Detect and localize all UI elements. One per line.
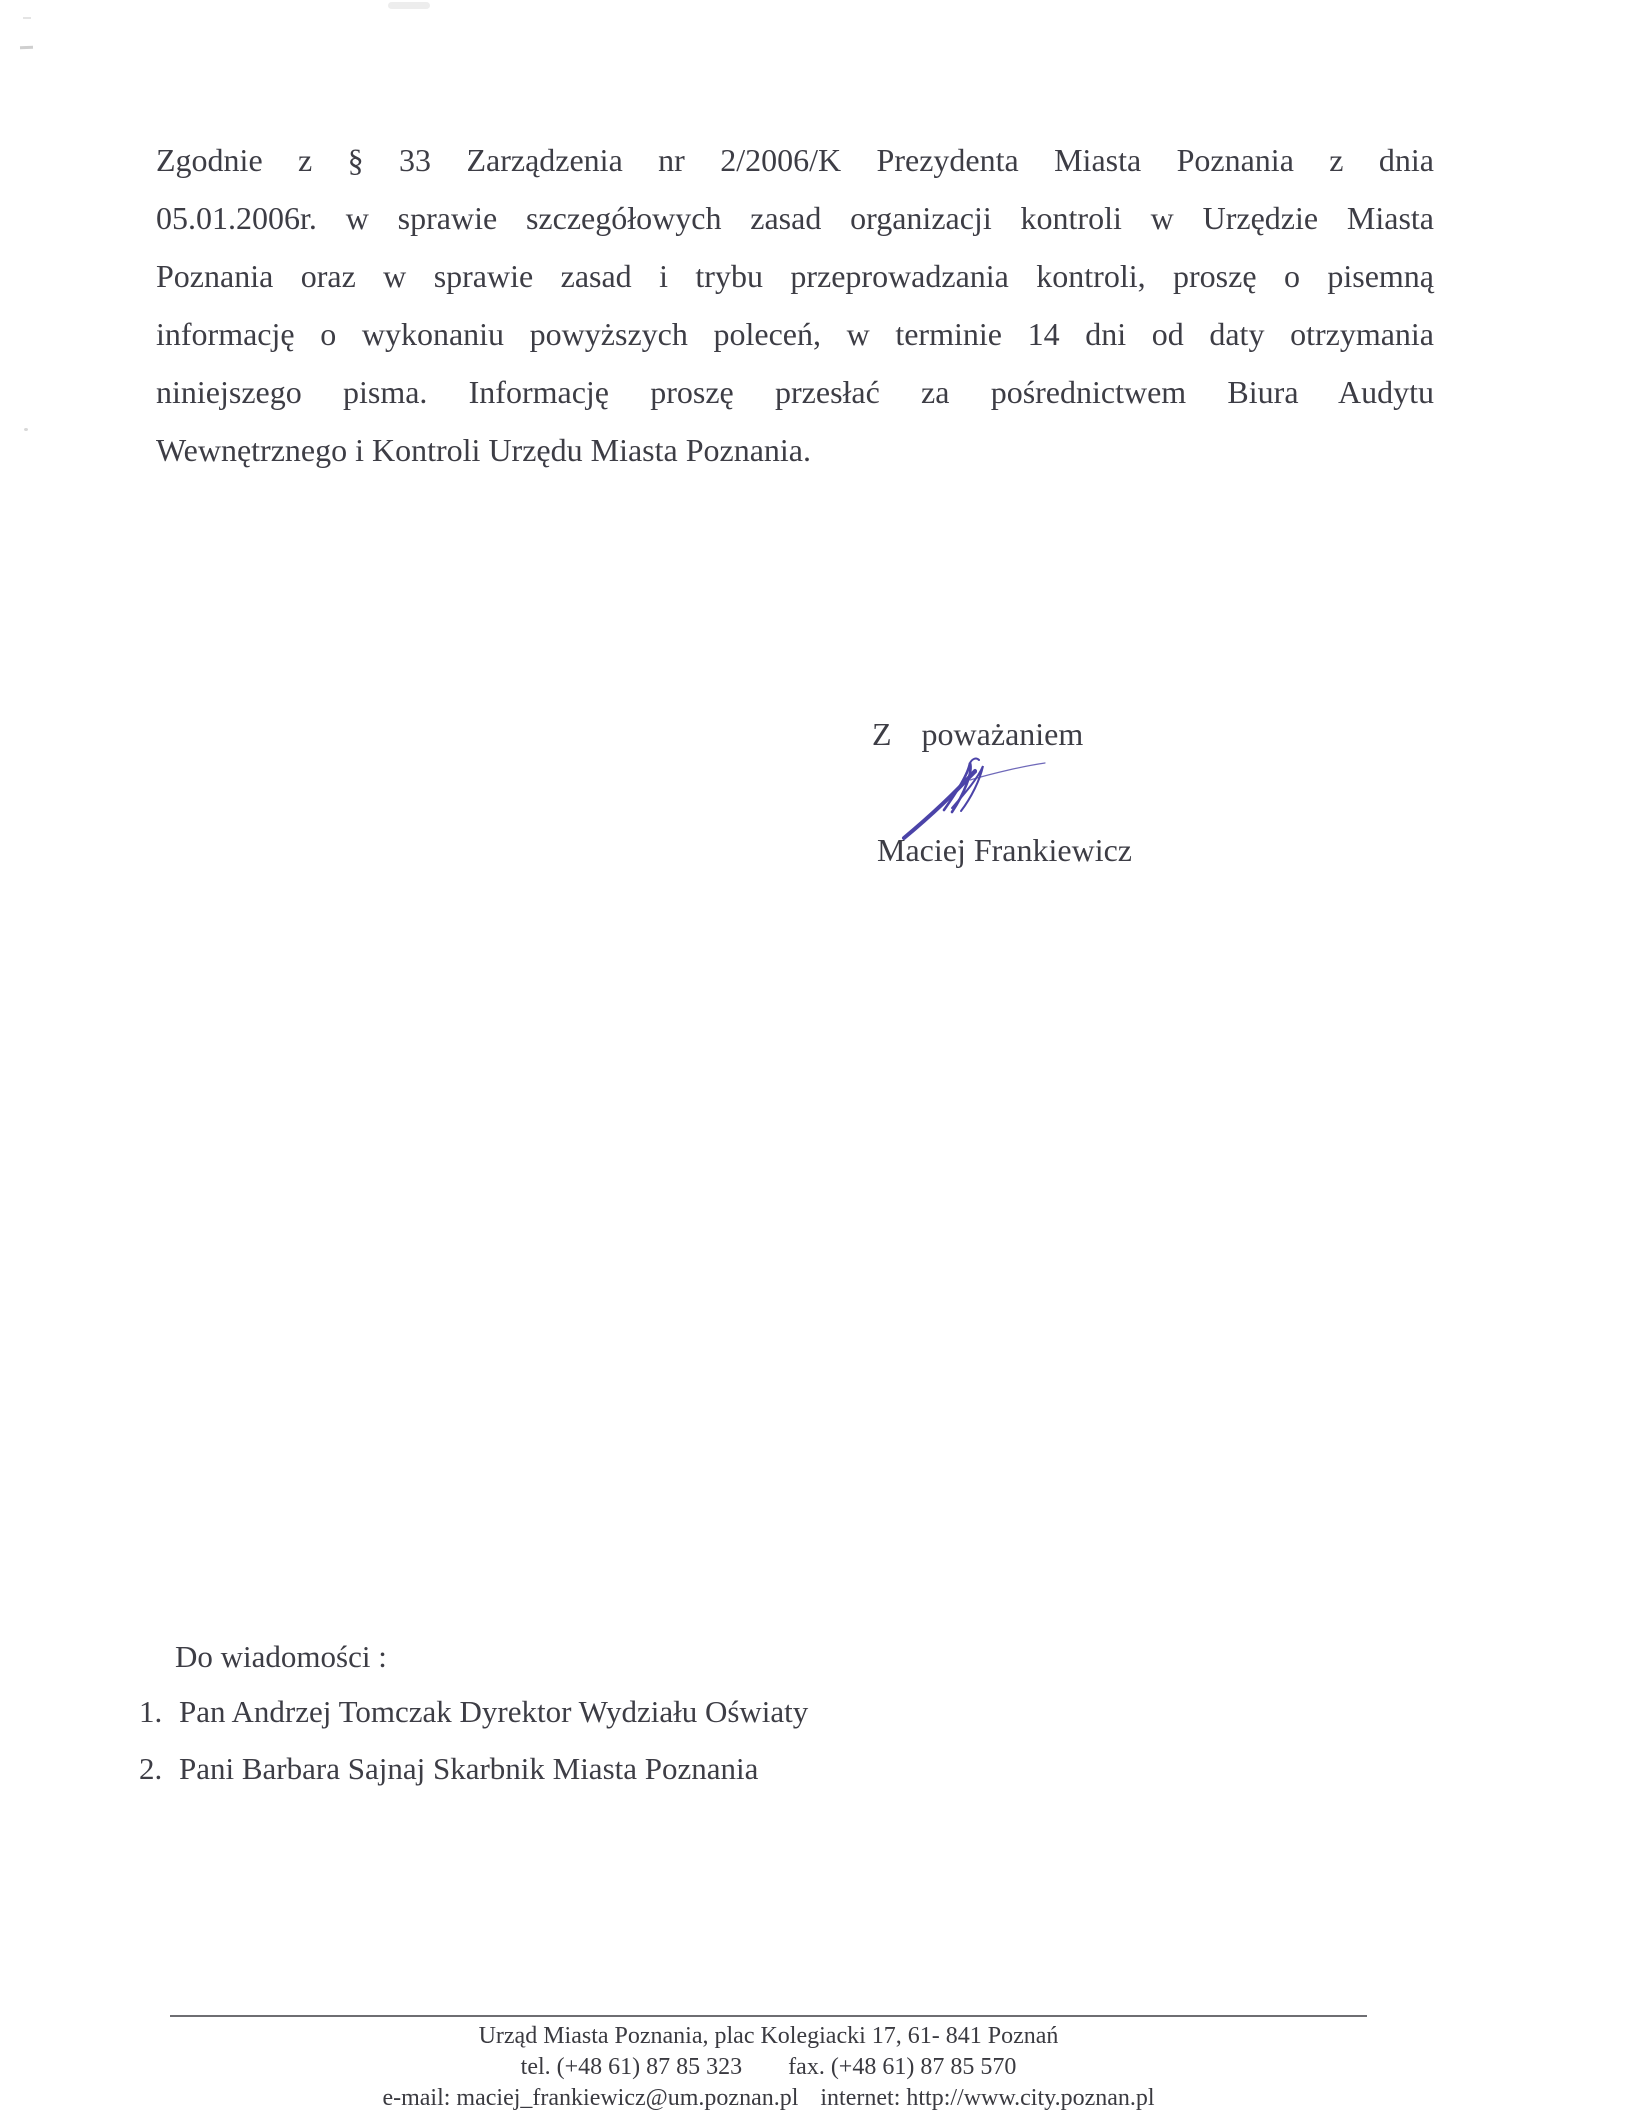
footer-contact-line <box>170 2083 1367 2114</box>
cc-item-text: Pani Barbara Sajnaj Skarbnik Miasta Poznania <box>179 1751 759 1786</box>
footer-phone-line <box>170 2052 1367 2083</box>
body-line: Zgodnie z § 33 Zarządzenia nr 2/2006/K Prezydenta Miasta Poznania z dnia <box>156 142 1434 178</box>
scan-artifact-dash <box>20 46 33 49</box>
body-line: Poznania oraz w sprawie zasad i trybu przeprowadzania kontroli, proszę o pisemną <box>156 258 1434 294</box>
footer-tel: tel. (+48 61) 87 85 323 <box>520 2054 743 2080</box>
body-line: informację o wykonaniu powyższych poleceń, w terminie 14 dni od daty otrzymania <box>156 316 1434 352</box>
scan-artifact-dash <box>23 17 31 19</box>
footer-address-line: Urząd Miasta Poznania, plac Kolegiacki 17, 61- 841 Poznań <box>478 2023 1059 2049</box>
closing-salutation: Z poważaniem <box>872 716 1084 752</box>
footer-internet: internet: http://www.city.poznan.pl <box>820 2085 1155 2111</box>
body-line: niniejszego pisma. Informację proszę przesłać za pośrednictwem Biura Audytu <box>156 374 1434 410</box>
cc-item-number: 2. <box>139 1751 163 1786</box>
letter-body-paragraph <box>156 131 1434 479</box>
body-line: Wewnętrznego i Kontroli Urzędu Miasta Poznania. <box>156 432 811 468</box>
cc-list-item <box>139 1696 808 1727</box>
cc-list-item <box>139 1753 758 1784</box>
body-line: 05.01.2006r. w sprawie szczegółowych zasad organizacji kontroli w Urzędzie Miasta <box>156 200 1434 236</box>
cc-section-heading: Do wiadomości : <box>175 1639 387 1674</box>
letter-footer <box>170 2021 1367 2114</box>
cc-item-number: 1. <box>139 1694 163 1729</box>
footer-email: e-mail: maciej_frankiewicz@um.poznan.pl <box>382 2085 799 2111</box>
footer-fax: fax. (+48 61) 87 85 570 <box>788 2054 1017 2080</box>
handwritten-signature-flourish <box>882 750 1062 842</box>
signatory-name: Maciej Frankiewicz <box>877 832 1132 868</box>
cc-item-text: Pan Andrzej Tomczak Dyrektor Wydziału Oświaty <box>179 1694 809 1729</box>
scan-artifact-smudge <box>388 2 430 9</box>
footer-divider-rule <box>170 2015 1367 2017</box>
scan-artifact-speck <box>24 428 28 431</box>
